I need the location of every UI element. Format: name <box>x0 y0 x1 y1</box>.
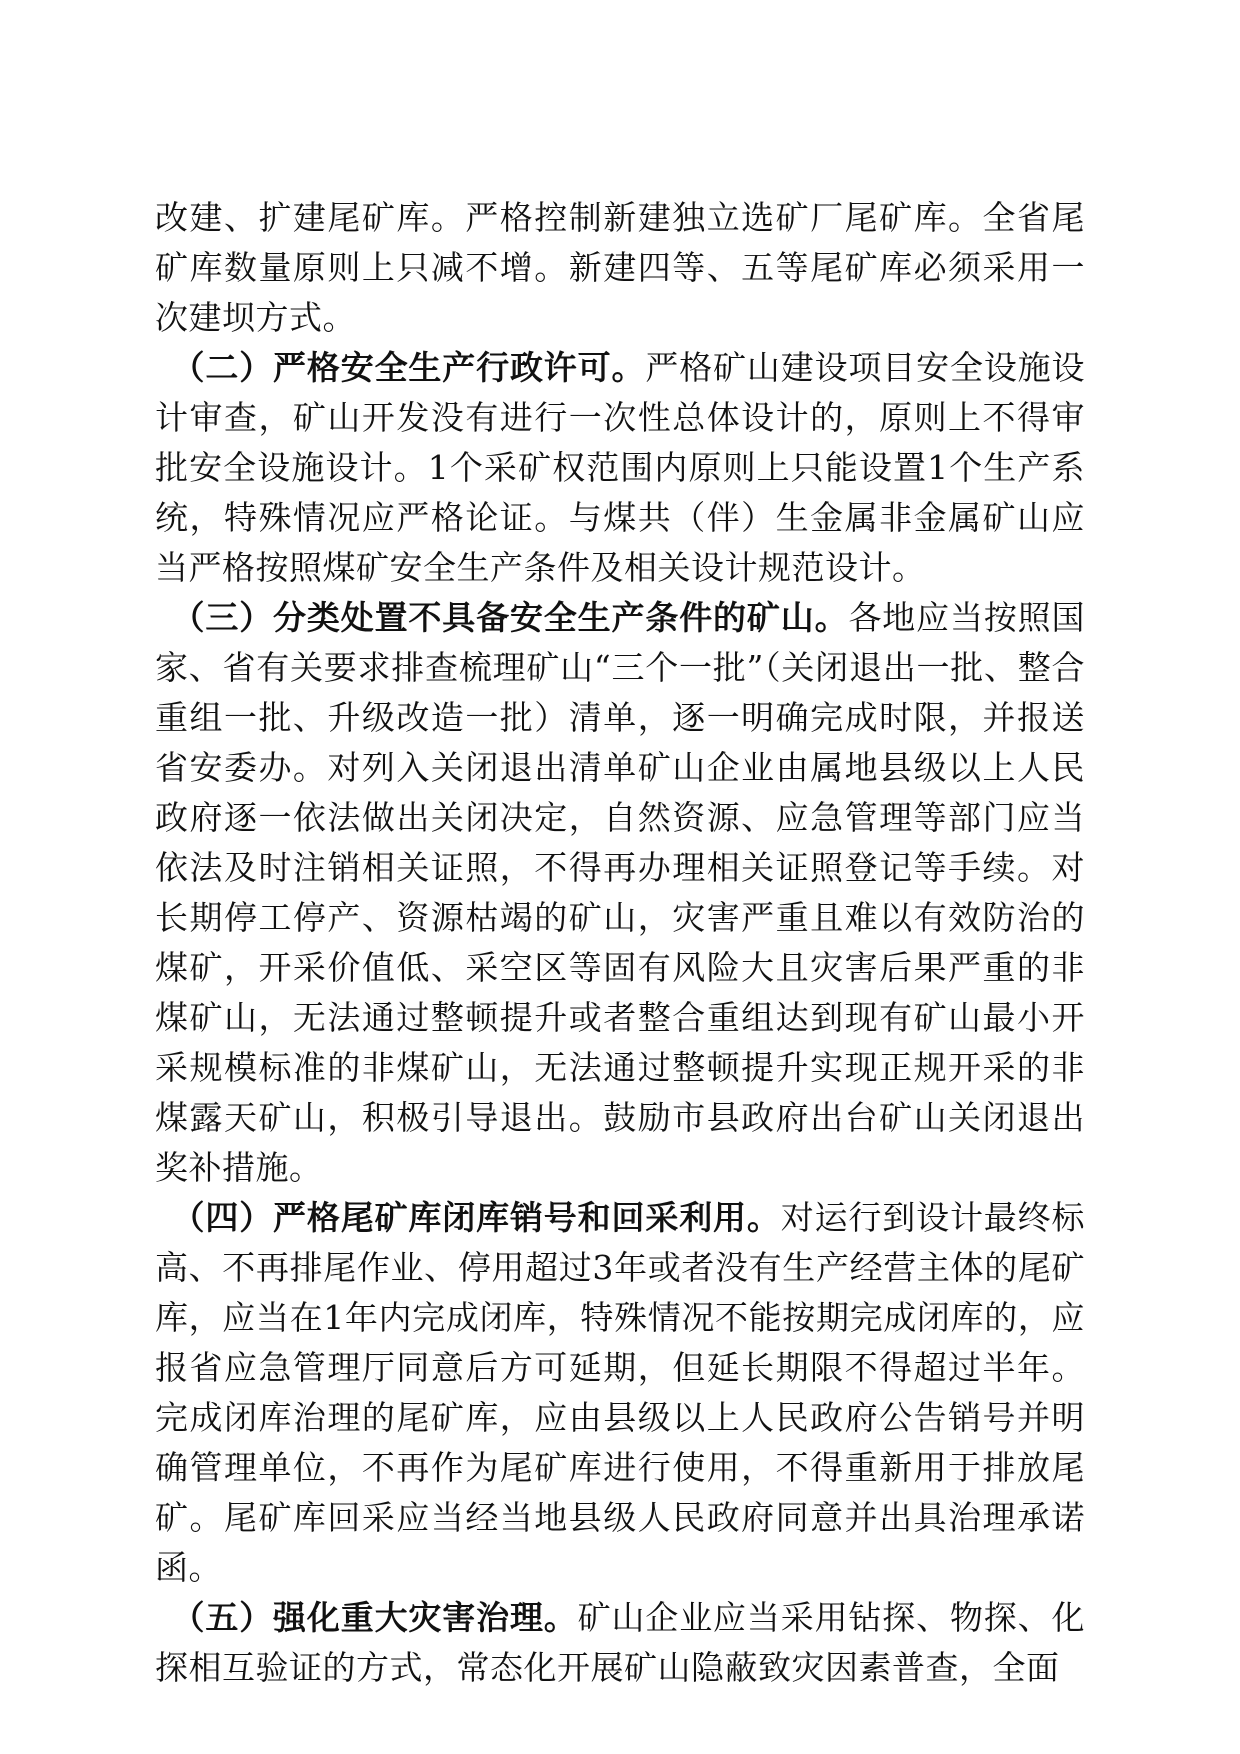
paragraph-section-2 <box>155 343 1085 593</box>
paragraph-text: 改建、扩建尾矿库。严格控制新建独立选矿厂尾矿库。全省尾矿库数量原则上只减不增。新建四等、五等尾矿库必须采用一次建坝方式。 <box>155 198 1085 337</box>
paragraph-continuation <box>155 193 1085 343</box>
section-heading: （三）分类处置不具备安全生产条件的矿山。 <box>171 598 849 637</box>
section-heading: （五）强化重大灾害治理。 <box>171 1598 578 1637</box>
document-body <box>155 193 1085 1693</box>
section-heading: （四）严格尾矿库闭库销号和回采利用。 <box>171 1198 781 1237</box>
section-heading: （二）严格安全生产行政许可。 <box>171 348 646 387</box>
paragraph-text: 严格矿山建设项目安全设施设计审查，矿山开发没有进行一次性总体设计的，原则上不得审批安全设施设计。1个采矿权范围内原则上只能设置1个生产系统，特殊情况应严格论证。与煤共（伴）生金属非金属矿山应当严格按照煤矿安全生产条件及相关设计规范设计。 <box>155 348 1086 587</box>
paragraph-text: 矿山企业应当采用钻探、物探、化探相互验证的方式，常态化开展矿山隐蔽致灾因素普查，全面 <box>155 1598 1086 1687</box>
paragraph-text: 对运行到设计最终标高、不再排尾作业、停用超过3年或者没有生产经营主体的尾矿库，应当在1年内完成闭库，特殊情况不能按期完成闭库的，应报省应急管理厅同意后方可延期，但延长期限不得超过半年。完成闭库治理的尾矿库，应由县级以上人民政府公告销号并明确管理单位，不再作为尾矿库进行使用，不得重新用于排放尾矿。尾矿库回采应当经当地县级人民政府同意并出具治理承诺函。 <box>155 1198 1086 1587</box>
paragraph-text: 各地应当按照国家、省有关要求排查梳理矿山“三个一批”（关闭退出一批、整合重组一批、升级改造一批）清单，逐一明确完成时限，并报送省安委办。对列入关闭退出清单矿山企业由属地县级以上人民政府逐一依法做出关闭决定，自然资源、应急管理等部门应当依法及时注销相关证照，不得再办理相关证照登记等手续。对长期停工停产、资源枯竭的矿山，灾害严重且难以有效防治的煤矿，开采价值低、采空区等固有风险大且灾害后果严重的非煤矿山，无法通过整顿提升或者整合重组达到现有矿山最小开采规模标准的非煤矿山，无法通过整顿提升实现正规开采的非煤露天矿山，积极引导退出。鼓励市县政府出台矿山关闭退出奖补措施。 <box>155 598 1086 1187</box>
paragraph-section-3 <box>155 593 1085 1193</box>
paragraph-section-4 <box>155 1193 1085 1593</box>
paragraph-section-5 <box>155 1593 1085 1693</box>
